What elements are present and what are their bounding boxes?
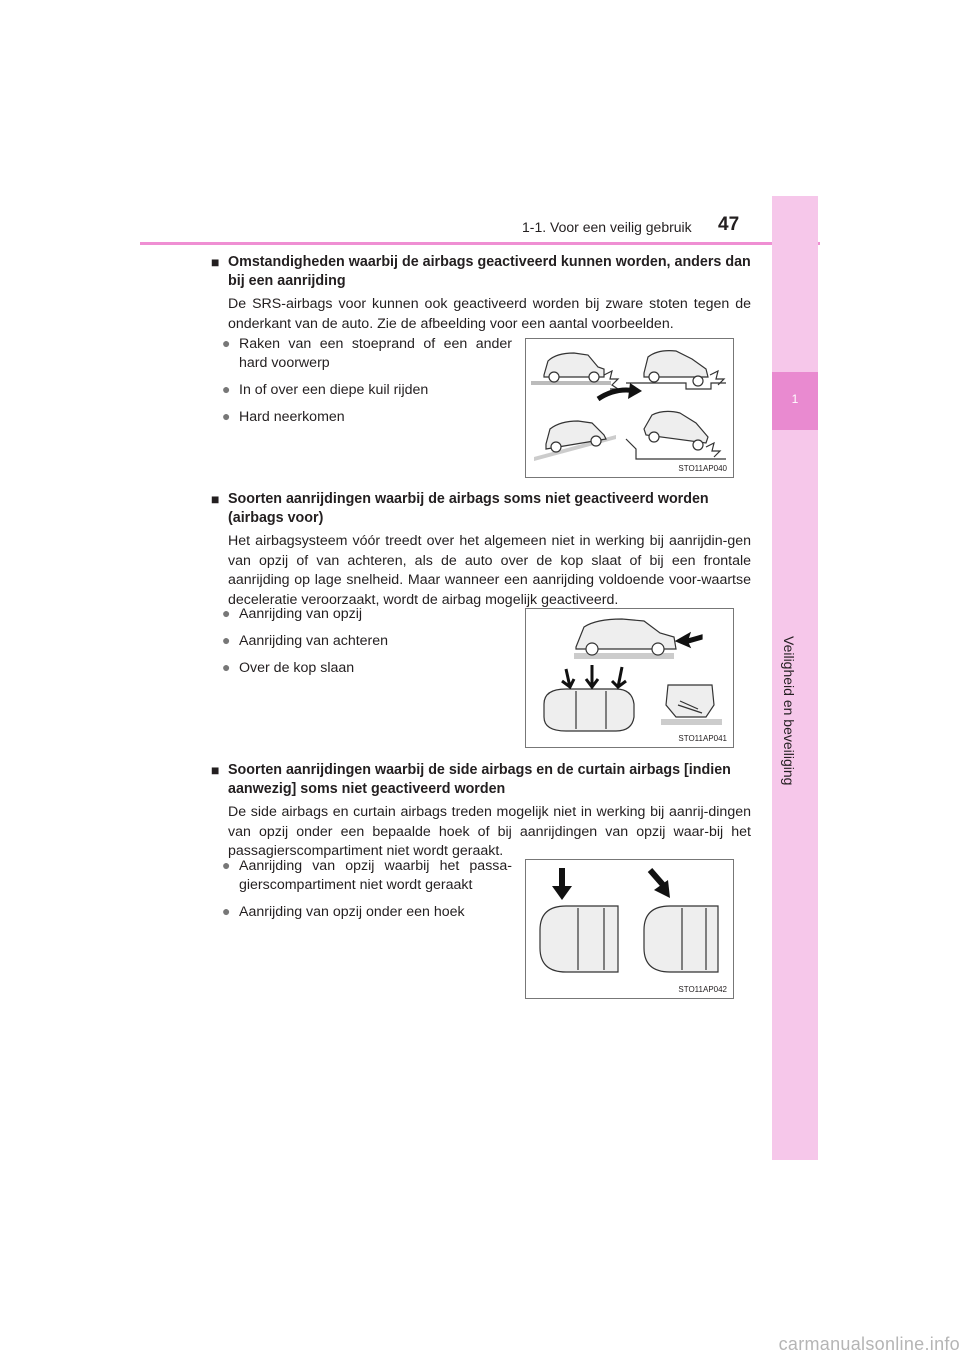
heading-square-icon: ■ (211, 491, 220, 507)
bullet-dot-icon: ● (222, 857, 231, 873)
bullet-dot-icon: ● (222, 408, 231, 424)
section-heading (211, 490, 751, 528)
section-non-collision-activation (211, 253, 751, 334)
side-angle-impact-illustration (526, 860, 733, 998)
page-number: 47 (718, 214, 740, 235)
chapter-title: Veiligheid en beveiliging (781, 636, 797, 786)
heading-square-icon: ■ (211, 254, 220, 270)
watermark: carmanualsonline.info (778, 1334, 960, 1354)
running-head: 1-1. Voor een veilig gebruik (522, 219, 692, 235)
bullet-dot-icon: ● (222, 659, 231, 675)
bullet-dot-icon: ● (222, 605, 231, 621)
heading-square-icon: ■ (211, 762, 220, 778)
figure-code: STO11AP041 (678, 734, 727, 743)
underbody-impact-illustration (526, 339, 733, 477)
side-rear-rollover-illustration (526, 609, 733, 747)
section-body: Het airbagsysteem vóór treedt over het algemeen niet in werking bij aanrijdin-gen van opzij of van achteren, als de auto over de kop slaat of bij een frontale aanrijding op lage snelheid. Maar wanneer een aanrijding voldoende voor-waartse deceleratie veroorzaakt, wordt de airbag mogelijk geactiveerd. (228, 533, 751, 608)
list-item: ● Aanrijding van achteren (222, 632, 389, 649)
list-item: ● Aanrijding van opzij waarbij het passa-gierscompartiment niet wordt geraakt (222, 857, 512, 893)
section-heading (211, 761, 751, 799)
bullet-dot-icon: ● (222, 335, 231, 351)
section-heading (211, 253, 751, 291)
list-item: ● Aanrijding van opzij onder een hoek (222, 903, 465, 920)
section-front-airbags-not-activated (211, 490, 751, 610)
figure-side-rear-rollover (525, 608, 734, 748)
figure-side-angle-impacts (525, 859, 734, 999)
section-side-curtain-airbags-not-activated (211, 761, 751, 862)
bullet-list (222, 857, 512, 930)
bullet-dot-icon: ● (222, 381, 231, 397)
section-body: De SRS-airbags voor kunnen ook geactiveerd worden bij zware stoten tegen de onderkant van de auto. Zie de afbeelding voor een aantal voorbeelden. (228, 296, 751, 332)
heading-text: Soorten aanrijdingen waarbij de side airbags en de curtain airbags [indien aanwezig] soms niet geactiveerd worden (228, 762, 731, 797)
bullet-dot-icon: ● (222, 632, 231, 648)
heading-text: Soorten aanrijdingen waarbij de airbags soms niet geactiveerd worden (airbags voor) (228, 491, 709, 526)
heading-text: Omstandigheden waarbij de airbags geactiveerd kunnen worden, anders dan bij een aanrijding (228, 254, 751, 289)
list-item: ● Raken van een stoeprand of een ander hard voorwerp (222, 335, 512, 371)
figure-code: STO11AP040 (678, 464, 727, 473)
chapter-side-tab (772, 196, 818, 1160)
list-item: ● Over de kop slaan (222, 659, 355, 676)
bullet-list (222, 605, 512, 686)
figure-underbody-impacts (525, 338, 734, 478)
list-item: ● In of over een diepe kuil rijden (222, 381, 429, 398)
chapter-number: 1 (791, 392, 799, 406)
section-body: De side airbags en curtain airbags treden mogelijk niet in werking bij aanrij-dingen van opzij onder een bepaalde hoek of bij aanrijdingen van opzij waar-bij het passagierscompartiment niet wordt geraakt. (228, 804, 751, 859)
bullet-list (222, 335, 512, 435)
bullet-dot-icon: ● (222, 903, 231, 919)
header-rule (140, 242, 820, 245)
list-item: ● Hard neerkomen (222, 408, 345, 425)
figure-code: STO11AP042 (678, 985, 727, 994)
list-item: ● Aanrijding van opzij (222, 605, 363, 622)
